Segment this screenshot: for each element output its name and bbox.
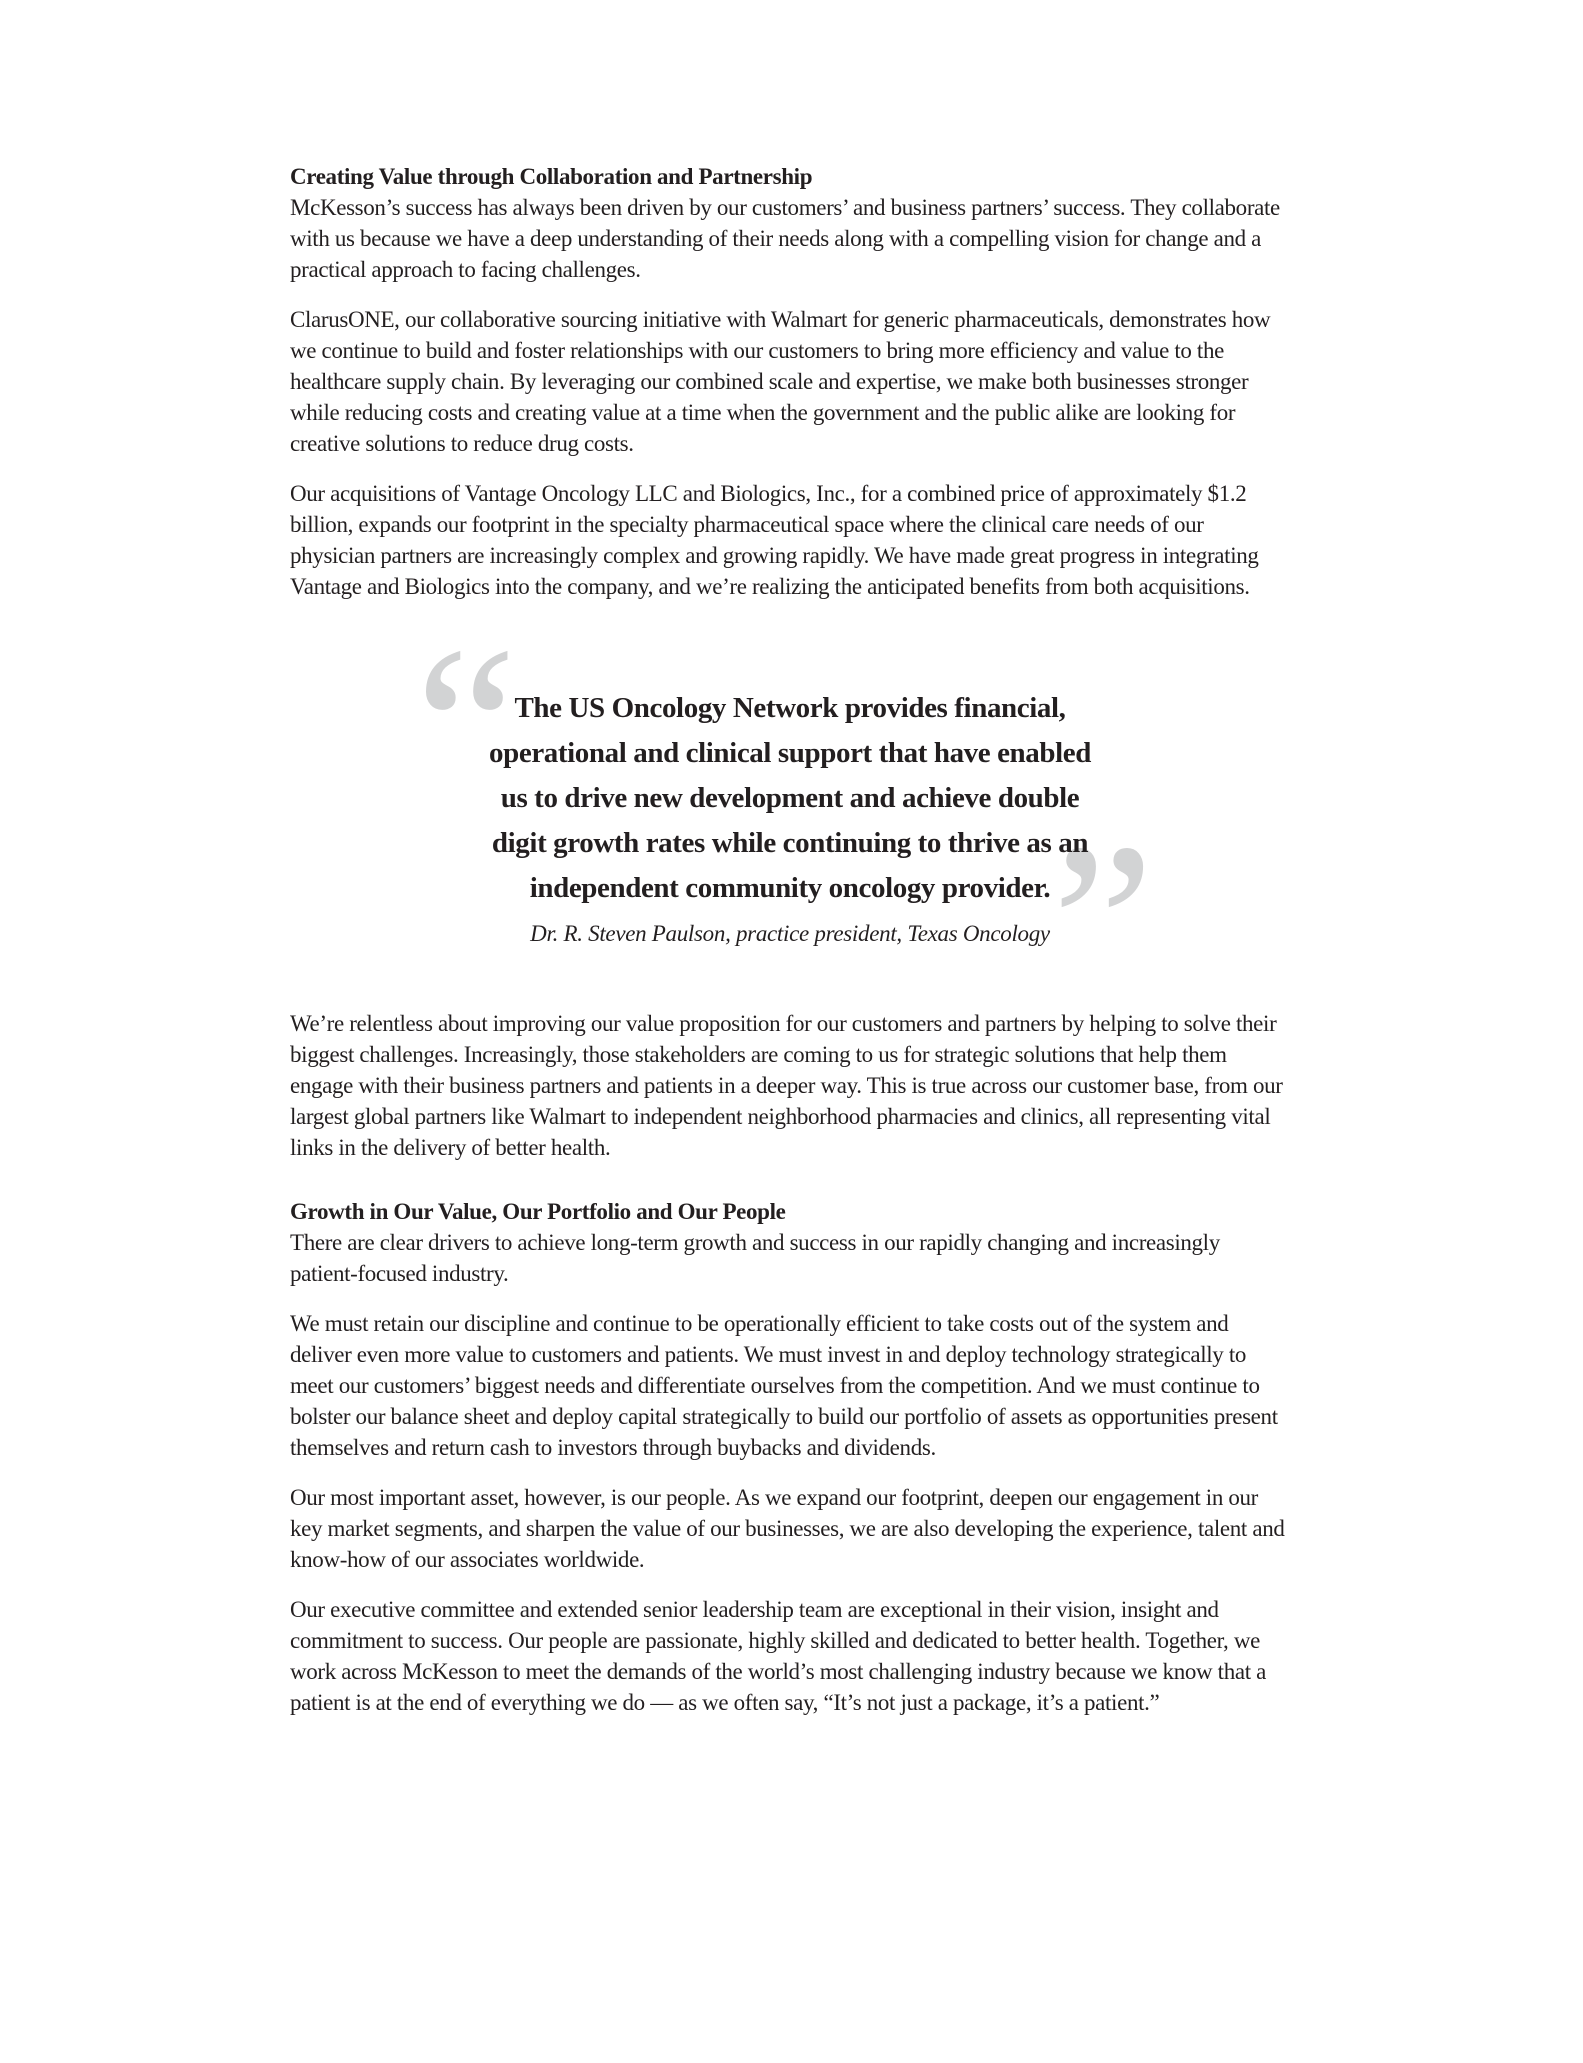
- paragraph-executive-committee: Our executive committee and extended senior leadership team are exceptional in their vision, insight and commitment to success. Our people are passionate, highly skilled and dedicated to better health. Together, we work across McKesson to meet the demands of the world’s most challenging industry because we know that a patient is at the end of everything we do — as we often say, “It’s not just a package, it’s a patient.”: [290, 1597, 1267, 1715]
- pull-quote-attribution: Dr. R. Steven Paulson, practice president, Texas Oncology: [530, 921, 1050, 946]
- pull-quote: [410, 599, 1170, 1051]
- paragraph-acquisitions: Our acquisitions of Vantage Oncology LLC and Biologics, Inc., for a combined price of approximately $1.2 billion, expands our footprint in the specialty pharmaceutical space where the clinical care needs of our physician partners are increasingly complex and growing rapidly. We have made great progress in integrating Vantage and Biologics into the company, and we’re realizing the anticipated benefits from both acquisitions.: [290, 481, 1259, 599]
- paragraph-discipline: We must retain our discipline and continue to be operationally efficient to take costs out of the system and deliver even more value to customers and patients. We must invest in and deploy technology strategically to meet our customers’ biggest needs and differentiate ourselves from the competition. And we must continue to bolster our balance sheet and deploy capital strategically to build our portfolio of assets as opportunities present themselves and return cash to investors through buybacks and dividends.: [290, 1311, 1278, 1460]
- paragraph-people-asset: Our most important asset, however, is our people. As we expand our footprint, deepen our engagement in our key market segments, and sharpen the value of our businesses, we are also developing the experience, talent and know-how of our associates worldwide.: [290, 1485, 1285, 1572]
- close-quote-icon: ”: [1052, 796, 1155, 1051]
- paragraph-clear-drivers: There are clear drivers to achieve long-term growth and success in our rapidly changing and increasingly patient-focused industry.: [290, 1230, 1220, 1286]
- text-column: [290, 161, 1290, 1737]
- pull-quote-line: us to drive new development and achieve double: [500, 782, 1080, 814]
- open-quote-icon: “: [415, 599, 518, 854]
- section-heading-growth: Growth in Our Value, Our Portfolio and Our People: [290, 1199, 786, 1224]
- section-heading-collaboration: Creating Value through Collaboration and Partnership: [290, 164, 813, 189]
- paragraph-value-proposition: We’re relentless about improving our value proposition for our customers and partners by helping to solve their biggest challenges. Increasingly, those stakeholders are coming to us for strategic solutions that help them engage with their business partners and patients in a deeper way. This is true across our customer base, from our largest global partners like Walmart to independent neighborhood pharmacies and clinics, all representing vital links in the delivery of better health.: [290, 1011, 1283, 1160]
- pull-quote-line: The US Oncology Network provides financial,: [514, 692, 1066, 724]
- pull-quote-line: independent community oncology provider.: [529, 872, 1051, 904]
- paragraph-customers-success: McKesson’s success has always been driven by our customers’ and business partners’ success. They collaborate with us because we have a deep understanding of their needs along with a compelling vision for change and a practical approach to facing challenges.: [290, 195, 1280, 282]
- paragraph-clarusone: ClarusONE, our collaborative sourcing initiative with Walmart for generic pharmaceuticals, demonstrates how we continue to build and foster relationships with our customers to bring more efficiency and value to the healthcare supply chain. By leveraging our combined scale and expertise, we make both businesses stronger while reducing costs and creating value at a time when the government and the public alike are looking for creative solutions to reduce drug costs.: [290, 307, 1271, 456]
- pull-quote-line: digit growth rates while continuing to thrive as an: [491, 827, 1089, 859]
- pull-quote-line: operational and clinical support that have enabled: [489, 737, 1091, 769]
